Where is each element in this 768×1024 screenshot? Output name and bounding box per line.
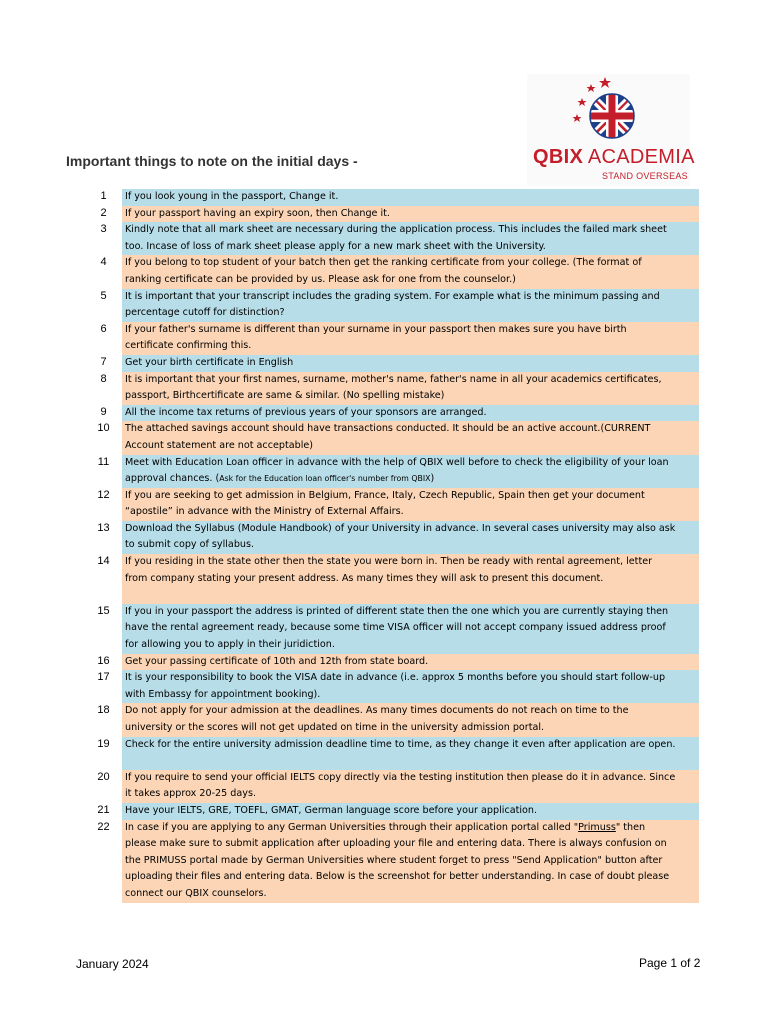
item-line: Get your passing certificate of 10th and 12th from state board. (125, 655, 429, 667)
item-number: 13 (97, 521, 110, 534)
checklist-row (85, 372, 699, 405)
checklist-row (85, 421, 699, 454)
item-line: It is important that your transcript includes the grading system. For example what is the minimum passing and (125, 290, 660, 302)
item-line: If you in your passport the address is printed of different state then the one which you are currently staying then (125, 605, 669, 617)
item-line: university or the scores will not get updated on time in the university admission portal. (125, 722, 545, 733)
item-number: 5 (100, 289, 107, 302)
item-line (125, 820, 699, 837)
checklist-row (85, 206, 699, 223)
footer-date: January 2024 (76, 957, 149, 971)
item-line: ranking certificate can be provided by us. Please ask for one from the counselor.) (125, 273, 516, 285)
item-number: 14 (97, 555, 110, 568)
checklist-row (85, 737, 699, 770)
checklist-row (85, 189, 699, 206)
item-number: 15 (97, 604, 110, 617)
line-text: ) (430, 473, 435, 485)
item-number: 20 (97, 770, 110, 783)
checklist-row (85, 255, 699, 288)
item-line: to submit copy of syllabus. (125, 539, 255, 551)
item-text (122, 355, 699, 372)
item-line: “apostile” in advance with the Ministry of External Affairs. (125, 506, 404, 518)
item-number: 16 (97, 654, 110, 667)
item-line: from company stating your present address. As many times they will ask to present this document. (125, 572, 604, 584)
item-line: certificate confirming this. (125, 340, 252, 352)
item-number: 10 (97, 422, 110, 435)
item-line: If you belong to top student of your batch then get the ranking certificate from your college. (The format of (125, 257, 642, 269)
checklist-row (85, 222, 699, 255)
item-text (122, 255, 699, 288)
item-line: with Embassy for appointment booking). (125, 688, 321, 700)
item-number: 4 (100, 256, 107, 269)
checklist-table (85, 189, 699, 903)
item-number: 8 (100, 372, 107, 385)
checklist-row (85, 289, 699, 322)
item-number: 21 (97, 803, 110, 816)
item-text (122, 189, 699, 206)
checklist-row (85, 355, 699, 372)
checklist-row (85, 405, 699, 422)
item-line (125, 587, 699, 604)
checklist-row (85, 322, 699, 355)
item-line: too. Incase of loss of mark sheet please apply for a new mark sheet with the University. (125, 240, 546, 252)
checklist-row (85, 654, 699, 671)
item-text (122, 554, 699, 604)
item-line: Check for the entire university admission deadline time to time, as they change it even after application are open. (125, 738, 676, 750)
item-text (122, 654, 699, 671)
item-line: please make sure to submit application after uploading your file and entering data. There is always confusion on (125, 838, 667, 850)
item-line: Download the Syllabus (Module Handbook) of your University in advance. In several cases university may also ask (125, 522, 676, 534)
item-number: 11 (97, 455, 110, 468)
item-text (122, 206, 699, 223)
item-text (122, 222, 699, 255)
item-line: If your father's surname is different than your surname in your passport then makes sure you have birth (125, 323, 627, 335)
item-line: If you require to send your official IELTS copy directly via the testing institution then please do it in advance. Since (125, 771, 676, 783)
line-text: " then (615, 821, 646, 833)
item-number: 19 (97, 737, 110, 750)
checklist-row (85, 488, 699, 521)
item-line: Account statement are not acceptable) (125, 439, 314, 451)
checklist-row (85, 670, 699, 703)
item-line (125, 471, 699, 488)
item-text (122, 604, 699, 654)
item-line: If you look young in the passport, Change it. (125, 191, 339, 202)
item-line: Get your birth certificate in English (125, 356, 294, 368)
checklist-row (85, 803, 699, 820)
item-text (122, 289, 699, 322)
item-line: it takes approx 20-25 days. (125, 788, 256, 800)
item-text (122, 770, 699, 803)
item-line: If you are seeking to get admission in Belgium, France, Italy, Czech Republic, Spain then get your document (125, 489, 645, 501)
checklist-row (85, 703, 699, 736)
item-text (122, 455, 699, 488)
qbix-academia-logo (527, 74, 695, 186)
checklist-row (85, 554, 699, 604)
item-text (122, 803, 699, 820)
item-line: Kindly note that all mark sheet are necessary during the application process. This includes the failed mark sheet (125, 224, 667, 236)
primuss-link[interactable]: Primuss (578, 821, 616, 833)
logo-tagline: STAND OVERSEAS (601, 171, 688, 181)
checklist-row (85, 521, 699, 554)
checklist-row (85, 604, 699, 654)
checklist-row (85, 820, 699, 903)
item-text (122, 737, 699, 770)
item-number: 18 (97, 704, 110, 717)
item-number: 6 (100, 322, 107, 335)
item-line: The attached savings account should have transactions conducted. It should be an active account.(CURRENT (125, 423, 651, 435)
item-text (122, 670, 699, 703)
item-number: 12 (97, 488, 110, 501)
item-number: 2 (100, 206, 107, 219)
item-number: 22 (97, 820, 110, 833)
line-text: approval chances. ( (125, 473, 220, 485)
item-number: 7 (100, 355, 107, 368)
item-text (122, 820, 699, 903)
item-line: All the income tax returns of previous years of your sponsors are arranged. (125, 406, 487, 418)
globe-flag-icon (527, 74, 690, 149)
item-line: If your passport having an expiry soon, then Change it. (125, 207, 390, 219)
item-text (122, 521, 699, 554)
item-text (122, 405, 699, 422)
item-line: Have your IELTS, GRE, TOEFL, GMAT, German language score before your application. (125, 804, 538, 816)
item-line: percentage cutoff for distinction? (125, 307, 285, 319)
item-line: for allowing you to apply in their juridiction. (125, 639, 335, 651)
logo-wordmark: QBIX ACADEMIA (533, 146, 695, 168)
item-text (122, 703, 699, 736)
small-note: Ask for the Education loan officer's number from QBIX (219, 474, 431, 484)
item-text (122, 322, 699, 355)
item-number: 17 (97, 671, 110, 684)
item-line: have the rental agreement ready, because some time VISA officer will not accept company issued address proof (125, 622, 666, 634)
item-line: the PRIMUSS portal made by German Universities where student forget to press "Send Application" button after (125, 854, 663, 866)
item-line: If you residing in the state other then the state you were born in. Then be ready with rental agreement, letter (125, 556, 653, 568)
item-line: It is important that your first names, surname, mother's name, father's name in all your academics certificates, (125, 373, 662, 385)
item-line: passport, Birthcertificate are same & similar. (No spelling mistake) (125, 390, 445, 402)
item-line: connect our QBIX counselors. (125, 887, 267, 899)
item-line: Do not apply for your admission at the deadlines. As many times documents do not reach on time to the (125, 705, 629, 717)
item-line: Meet with Education Loan officer in advance with the help of QBIX well before to check the eligibility of your loan (125, 456, 669, 468)
footer-page-number: Page 1 of 2 (639, 956, 701, 970)
item-number: 3 (100, 223, 107, 236)
item-number: 1 (100, 190, 107, 202)
item-text (122, 372, 699, 405)
item-line: uploading their files and entering data. Below is the screenshot for better understanding. In case of doubt please (125, 871, 670, 883)
item-line: It is your responsibility to book the VISA date in advance (i.e. approx 5 months before you should start follow-up (125, 672, 666, 684)
checklist-row (85, 770, 699, 803)
checklist-row (85, 455, 699, 488)
item-text (122, 488, 699, 521)
item-text (122, 421, 699, 454)
item-line (125, 753, 699, 770)
line-text: In case if you are applying to any German Universities through their application portal called " (125, 821, 579, 833)
item-number: 9 (100, 405, 107, 418)
page-heading: Important things to note on the initial days - (66, 153, 358, 169)
